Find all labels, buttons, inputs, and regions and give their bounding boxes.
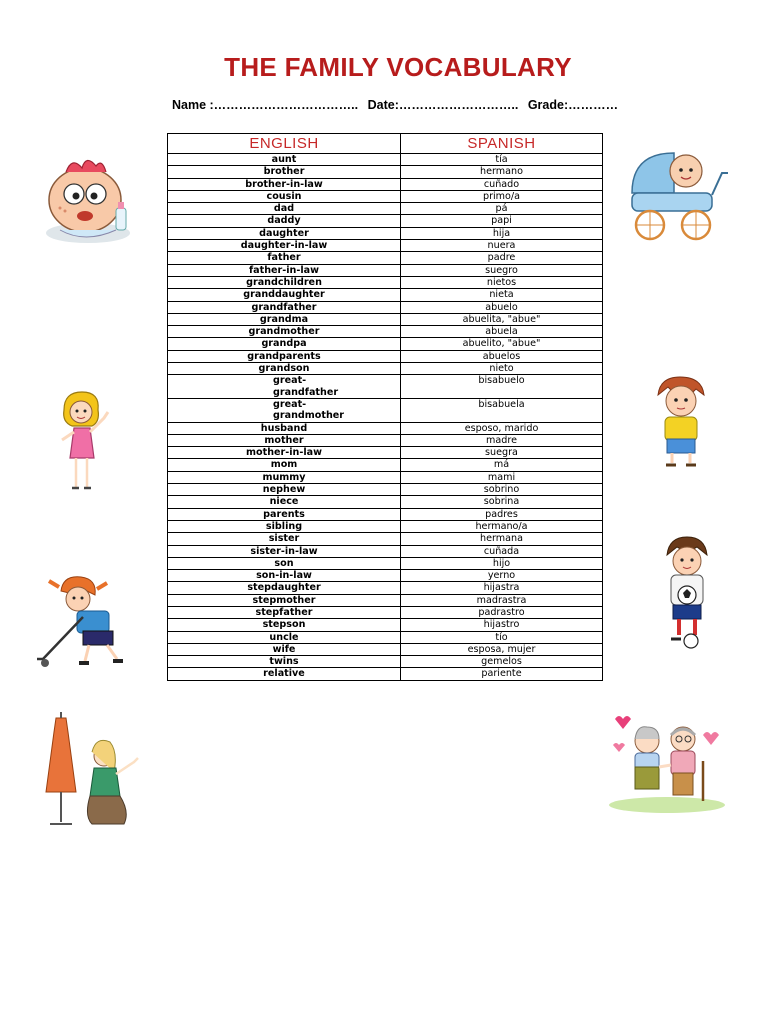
english-term: stepdaughter bbox=[168, 582, 401, 594]
english-term: brother bbox=[168, 166, 401, 178]
spanish-term: tío bbox=[401, 631, 603, 643]
table-row bbox=[168, 545, 603, 557]
table-row bbox=[168, 190, 603, 202]
spanish-term: hijo bbox=[401, 557, 603, 569]
table-row bbox=[168, 619, 603, 631]
spanish-term: hija bbox=[401, 227, 603, 239]
table-row bbox=[168, 459, 603, 471]
table-row bbox=[168, 227, 603, 239]
english-term: father-in-law bbox=[168, 264, 401, 276]
spanish-term: hermano bbox=[401, 166, 603, 178]
spanish-term: madre bbox=[401, 434, 603, 446]
spanish-term: papi bbox=[401, 215, 603, 227]
spanish-term: primo/a bbox=[401, 190, 603, 202]
spanish-term: hijastra bbox=[401, 582, 603, 594]
english-term: husband bbox=[168, 422, 401, 434]
fashion-designer-illustration bbox=[38, 712, 143, 832]
english-term: dad bbox=[168, 203, 401, 215]
english-column-header: ENGLISH bbox=[168, 134, 401, 154]
spanish-term: sobrina bbox=[401, 496, 603, 508]
english-term: twins bbox=[168, 656, 401, 668]
spanish-term: bisabuela bbox=[401, 398, 603, 422]
table-row bbox=[168, 166, 603, 178]
table-row bbox=[168, 350, 603, 362]
student-info-line bbox=[172, 98, 652, 112]
english-term: parents bbox=[168, 508, 401, 520]
table-row bbox=[168, 289, 603, 301]
english-term: son-in-law bbox=[168, 570, 401, 582]
baby-in-stroller-illustration bbox=[622, 143, 732, 243]
spanish-term: hermana bbox=[401, 533, 603, 545]
english-term: mom bbox=[168, 459, 401, 471]
spanish-term: tía bbox=[401, 154, 603, 166]
table-row bbox=[168, 533, 603, 545]
table-row bbox=[168, 471, 603, 483]
table-row bbox=[168, 606, 603, 618]
spanish-term: abuelito, "abue" bbox=[401, 338, 603, 350]
english-term: grandma bbox=[168, 313, 401, 325]
english-term: daughter-in-law bbox=[168, 240, 401, 252]
english-term: granddaughter bbox=[168, 289, 401, 301]
english-term: grandchildren bbox=[168, 276, 401, 288]
english-term: wife bbox=[168, 643, 401, 655]
spanish-term: sobrino bbox=[401, 484, 603, 496]
table-row bbox=[168, 643, 603, 655]
table-row bbox=[168, 594, 603, 606]
spanish-term: padrastro bbox=[401, 606, 603, 618]
english-term: mummy bbox=[168, 471, 401, 483]
table-row bbox=[168, 398, 603, 422]
table-row bbox=[168, 276, 603, 288]
english-term: father bbox=[168, 252, 401, 264]
spanish-term: nietos bbox=[401, 276, 603, 288]
table-header-row bbox=[168, 134, 603, 154]
baby-with-bottle-illustration bbox=[30, 148, 145, 248]
boy-soccer-illustration bbox=[657, 535, 717, 650]
grandparents-illustration bbox=[607, 705, 727, 815]
english-term: brother-in-law bbox=[168, 178, 401, 190]
table-row bbox=[168, 508, 603, 520]
table-row bbox=[168, 301, 603, 313]
english-term: sister bbox=[168, 533, 401, 545]
english-term: uncle bbox=[168, 631, 401, 643]
table-row bbox=[168, 582, 603, 594]
boy-thinking-illustration bbox=[650, 375, 712, 470]
spanish-term: pá bbox=[401, 203, 603, 215]
english-term: daughter bbox=[168, 227, 401, 239]
table-row bbox=[168, 557, 603, 569]
table-row bbox=[168, 240, 603, 252]
table-row bbox=[168, 178, 603, 190]
table-row bbox=[168, 264, 603, 276]
table-row bbox=[168, 154, 603, 166]
spanish-term: mami bbox=[401, 471, 603, 483]
english-term: aunt bbox=[168, 154, 401, 166]
spanish-term: hijastro bbox=[401, 619, 603, 631]
page-title: THE FAMILY VOCABULARY bbox=[224, 52, 572, 82]
english-term: grandson bbox=[168, 363, 401, 375]
english-term: grandpa bbox=[168, 338, 401, 350]
spanish-term: suegra bbox=[401, 447, 603, 459]
english-term: mother bbox=[168, 434, 401, 446]
english-term: grandparents bbox=[168, 350, 401, 362]
english-term: sister-in-law bbox=[168, 545, 401, 557]
table-row bbox=[168, 447, 603, 459]
english-term: mother-in-law bbox=[168, 447, 401, 459]
english-term: great-grandmother bbox=[168, 398, 401, 422]
girl-playing-hockey-illustration bbox=[33, 573, 133, 673]
table-row bbox=[168, 668, 603, 680]
spanish-term: padre bbox=[401, 252, 603, 264]
name-field[interactable]: Name :…………………………….. bbox=[172, 98, 359, 112]
table-row bbox=[168, 434, 603, 446]
english-term: great-grandfather bbox=[168, 375, 401, 399]
spanish-term: hermano/a bbox=[401, 520, 603, 532]
table-row bbox=[168, 338, 603, 350]
spanish-term: abuelos bbox=[401, 350, 603, 362]
table-row bbox=[168, 326, 603, 338]
spanish-term: pariente bbox=[401, 668, 603, 680]
table-row bbox=[168, 656, 603, 668]
english-term: daddy bbox=[168, 215, 401, 227]
spanish-term: má bbox=[401, 459, 603, 471]
table-row bbox=[168, 570, 603, 582]
grade-field[interactable]: Grade:………… bbox=[527, 98, 619, 112]
english-term: stepson bbox=[168, 619, 401, 631]
spanish-term: esposo, marido bbox=[401, 422, 603, 434]
english-term: stepmother bbox=[168, 594, 401, 606]
table-row bbox=[168, 520, 603, 532]
spanish-term: abuela bbox=[401, 326, 603, 338]
spanish-term: padres bbox=[401, 508, 603, 520]
vocabulary-table bbox=[167, 133, 603, 681]
table-row bbox=[168, 496, 603, 508]
english-term: grandmother bbox=[168, 326, 401, 338]
english-term: stepfather bbox=[168, 606, 401, 618]
table-row bbox=[168, 375, 603, 399]
spanish-term: cuñada bbox=[401, 545, 603, 557]
spanish-term: nieto bbox=[401, 363, 603, 375]
date-field[interactable]: Date:……………………….. bbox=[367, 98, 519, 112]
vocabulary-rows bbox=[168, 154, 603, 681]
table-row bbox=[168, 313, 603, 325]
table-row bbox=[168, 631, 603, 643]
english-term: son bbox=[168, 557, 401, 569]
spanish-term: abuelo bbox=[401, 301, 603, 313]
english-term: cousin bbox=[168, 190, 401, 202]
table-row bbox=[168, 203, 603, 215]
spanish-term: yerno bbox=[401, 570, 603, 582]
spanish-term: esposa, mujer bbox=[401, 643, 603, 655]
spanish-term: nuera bbox=[401, 240, 603, 252]
table-row bbox=[168, 363, 603, 375]
spanish-term: bisabuelo bbox=[401, 375, 603, 399]
spanish-term: nieta bbox=[401, 289, 603, 301]
spanish-term: cuñado bbox=[401, 178, 603, 190]
spanish-column-header: SPANISH bbox=[401, 134, 603, 154]
waving-girl-illustration bbox=[52, 388, 117, 493]
english-term: grandfather bbox=[168, 301, 401, 313]
table-row bbox=[168, 484, 603, 496]
english-term: nephew bbox=[168, 484, 401, 496]
table-row bbox=[168, 422, 603, 434]
spanish-term: gemelos bbox=[401, 656, 603, 668]
english-term: relative bbox=[168, 668, 401, 680]
table-row bbox=[168, 215, 603, 227]
english-term: sibling bbox=[168, 520, 401, 532]
english-term: niece bbox=[168, 496, 401, 508]
table-row bbox=[168, 252, 603, 264]
spanish-term: suegro bbox=[401, 264, 603, 276]
spanish-term: madrastra bbox=[401, 594, 603, 606]
spanish-term: abuelita, "abue" bbox=[401, 313, 603, 325]
